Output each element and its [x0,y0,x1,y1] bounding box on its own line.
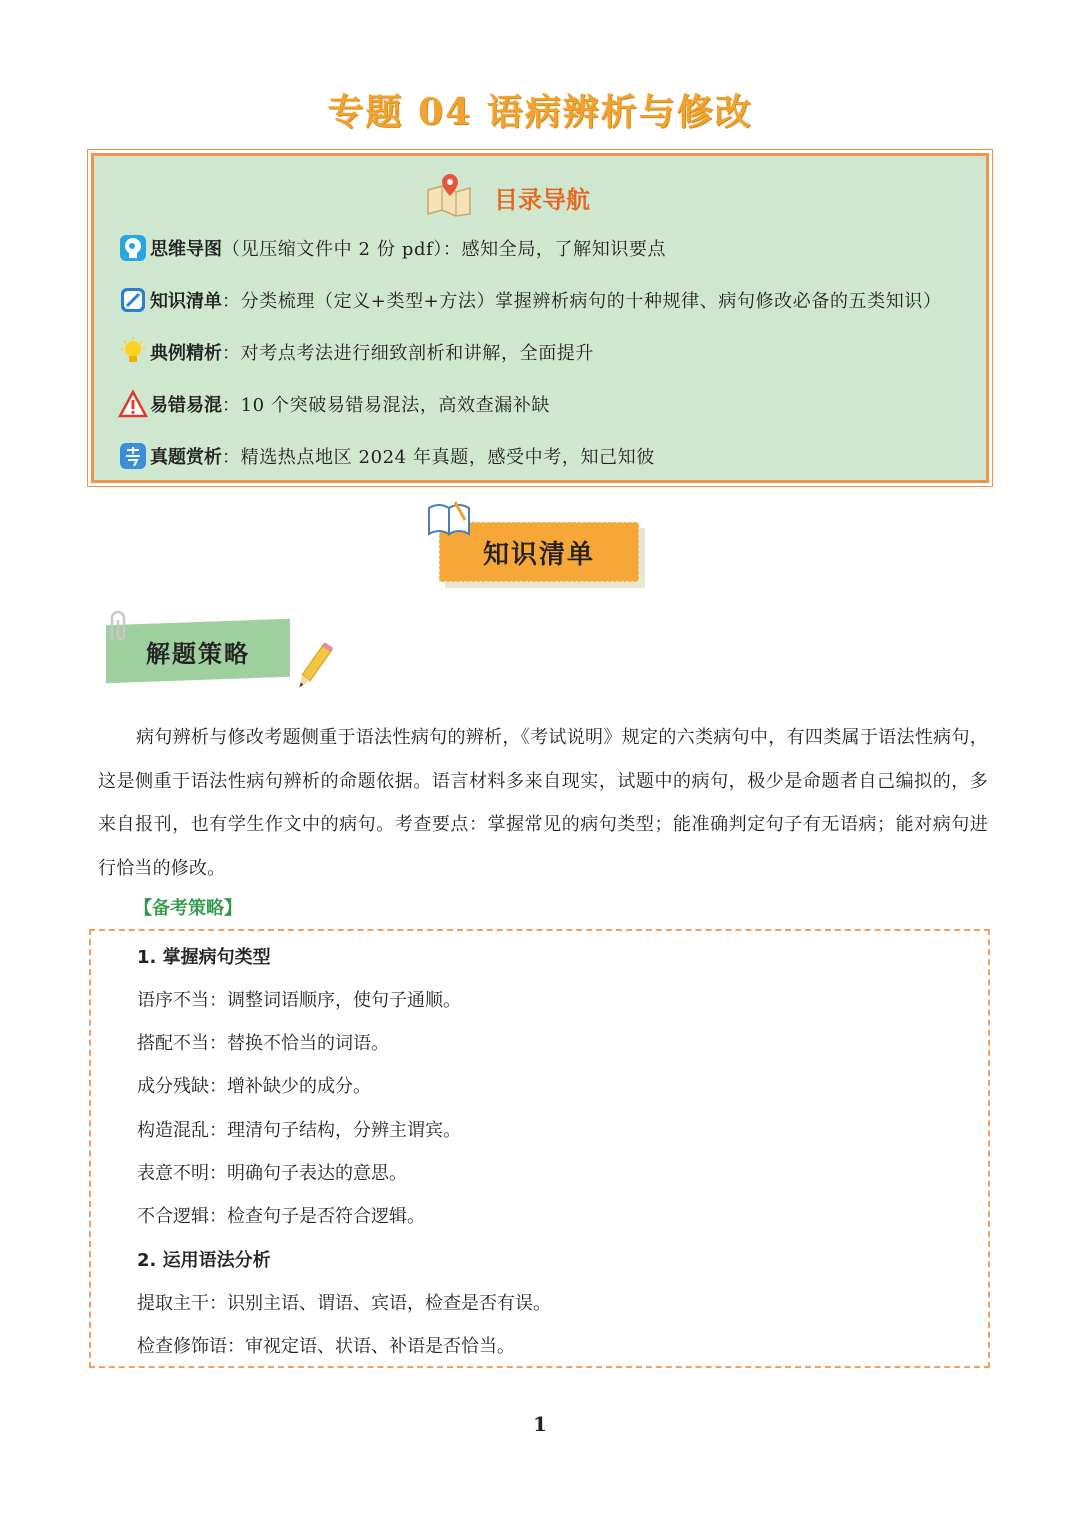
prep-line: 搭配不当：替换不恰当的词语。 [137,1033,389,1054]
paperclip-icon [104,610,134,644]
pencil-icon [290,640,336,696]
map-pin-icon [424,170,476,218]
prep-line: 构造混乱：理清句子结构，分辨主谓宾。 [137,1120,461,1141]
toc-item-label: 知识清单 [150,291,222,312]
toc-item-label: 真题赏析 [150,447,222,468]
toc-item-desc: （见压缩文件中 2 份 pdf）：感知全局，了解知识要点 [222,239,667,260]
intro-paragraph: 病句辨析与修改考题侧重于语法性病句的辨析，《考试说明》规定的六类病句中，有四类属于语法性病句，这是侧重于语法性病句辨析的命题依据。语言材料多来自现实，试题中的病句，极少是命题者自己编拟的，多来自报刊，也有学生作文中的病句。考查要点：掌握常见的病句类型；能准确判定句子有无语病；能对病句进行恰当的修改。 [98,727,988,879]
prep-strategy-box [89,929,990,1368]
prep-line-heading: 2. 运用语法分析 [137,1250,271,1271]
toc-item-mindmap[interactable] [118,232,666,264]
toc-item-label: 思维导图 [150,239,222,260]
strategy-badge [100,610,340,700]
toc-item-desc: ：10 个突破易错易混法，高效查漏补缺 [222,395,551,416]
prep-line: 表意不明：明确句子表达的意思。 [137,1163,407,1184]
prep-line-heading: 1. 掌握病句类型 [137,947,271,968]
prep-line: 检查修饰语：审视定语、状语、补语是否恰当。 [137,1336,515,1357]
prep-strategy-label: 【备考策略】 [134,898,242,919]
page-number: 1 [533,1412,547,1436]
lightbulb-icon [118,337,148,367]
toc-item-mistakes[interactable] [118,388,550,420]
toc-item-label: 易错易混 [150,395,222,416]
prep-line: 提取主干：识别主语、谓语、宾语，检查是否有误。 [137,1293,551,1314]
toc-item-desc: ：对考点考法进行细致剖析和讲解，全面提升 [222,343,594,364]
kao-icon [118,441,148,471]
prep-line: 不合逻辑：检查句子是否符合逻辑。 [137,1206,425,1227]
toc-panel [91,153,989,483]
toc-item-desc: ：分类梳理（定义+类型+方法）掌握辨析病句的十种规律、病句修改必备的五类知识） [222,291,942,312]
warning-icon [118,389,148,419]
toc-header [424,170,684,220]
knowledge-badge-label: 知识清单 [482,539,595,570]
toc-item-knowledge[interactable] [118,284,942,316]
brain-icon [118,233,148,263]
knowledge-list-badge [425,498,655,590]
strategy-badge-label: 解题策略 [146,639,250,668]
prep-line: 语序不当：调整词语顺序，使句子通顺。 [137,990,461,1011]
toc-item-real-exams[interactable] [118,440,655,472]
toc-item-label: 典例精析 [150,343,222,364]
toc-heading: 目录导航 [494,186,590,214]
toc-item-desc: ：精选热点地区 2024 年真题，感受中考，知己知彼 [222,447,655,468]
page-title: 专题 04 语病辨析与修改 [327,91,753,133]
toc-item-examples[interactable] [118,336,594,368]
pencil-note-icon [118,285,148,315]
open-book-icon [425,498,473,538]
prep-line: 成分残缺：增补缺少的成分。 [137,1076,371,1097]
